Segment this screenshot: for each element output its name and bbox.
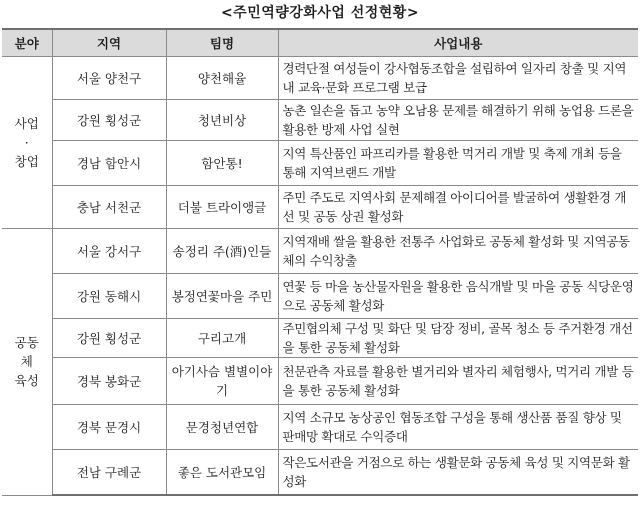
content-cell: 경력단절 여성들이 강사협동조합을 설립하여 일자리 창출 및 지역내 교육·문화 프로그램 보급 — [278, 57, 638, 100]
team-cell: 송정리 주(酒)인들 — [166, 229, 278, 274]
selection-table — [2, 28, 638, 496]
field-label: 창업 — [14, 154, 39, 169]
header-team: 팀명 — [166, 29, 278, 57]
table-row — [2, 358, 638, 405]
header-field: 분야 — [2, 29, 52, 57]
field-label: 공동 — [14, 335, 39, 351]
table-row — [2, 100, 638, 141]
table-row — [2, 405, 638, 450]
region-cell: 서울 강서구 — [52, 229, 166, 274]
team-cell: 청년비상 — [166, 100, 278, 141]
table-row — [2, 57, 638, 100]
content-cell: 지역 소규모 농상공인 협동조합 구성을 통해 생산품 품질 향상 및 판매망 확대로 수익증대 — [278, 405, 638, 450]
content-cell: 지역재배 쌀을 활용한 전통주 사업화로 공동체 활성화 및 지역공동체의 수익창출 — [278, 229, 638, 274]
region-cell: 경북 문경시 — [52, 405, 166, 450]
field-label: 체 — [20, 354, 33, 370]
header-region: 지역 — [52, 29, 166, 57]
field-cell-community — [2, 229, 52, 496]
field-label: 사업 — [14, 116, 39, 131]
content-cell: 작은도서관을 거점으로 하는 생활문화 공동체 육성 및 지역문화 활성화 — [278, 450, 638, 496]
content-cell: 주민 주도로 지역사회 문제해결 아이디어를 발굴하여 생활환경 개선 및 공동 상권 활성화 — [278, 186, 638, 229]
content-cell: 지역 특산품인 파프리카를 활용한 먹거리 개발 및 축제 개최 등을 통해 지역브랜드 개발 — [278, 141, 638, 186]
content-cell: 천문관측 자료를 활용한 별거리와 별자리 체험행사, 먹거리 개발 등을 통한 공동체 활성화 — [278, 358, 638, 405]
table-row — [2, 274, 638, 319]
field-label: · — [24, 135, 29, 150]
table-row — [2, 229, 638, 274]
field-label: 육성 — [14, 373, 39, 389]
region-cell: 강원 동해시 — [52, 274, 166, 319]
table-row — [2, 319, 638, 358]
header-content: 사업내용 — [278, 29, 638, 57]
region-cell: 경북 봉화군 — [52, 358, 166, 405]
region-cell: 강원 횡성군 — [52, 100, 166, 141]
team-cell: 봉정연꽃마을 주민 — [166, 274, 278, 319]
table-row — [2, 450, 638, 496]
content-cell: 농촌 일손을 돕고 농약 오남용 문제를 해결하기 위해 농업용 드론을 활용한 방제 사업 실현 — [278, 100, 638, 141]
team-cell: 양천해율 — [166, 57, 278, 100]
team-cell: 구리고개 — [166, 319, 278, 358]
table-row — [2, 186, 638, 229]
team-cell: 좋은 도서관모임 — [166, 450, 278, 496]
region-cell: 충남 서천군 — [52, 186, 166, 229]
team-cell: 문경청년연합 — [166, 405, 278, 450]
team-cell: 함안통! — [166, 141, 278, 186]
content-cell: 연꽃 등 마을 농산물자원을 활용한 음식개발 및 마을 공동 식당운영으로 공동체 활성화 — [278, 274, 638, 319]
team-cell: 더불 트라이앵글 — [166, 186, 278, 229]
table-row — [2, 141, 638, 186]
team-cell: 아기사슴 별별이야기 — [166, 358, 278, 405]
region-cell: 경남 함안시 — [52, 141, 166, 186]
field-cell-startup — [2, 57, 52, 229]
header-row — [2, 29, 638, 57]
content-cell: 주민협의체 구성 및 화단 및 담장 정비, 골목 청소 등 주거환경 개선을 통한 공동체 활성화 — [278, 319, 638, 358]
region-cell: 강원 횡성군 — [52, 319, 166, 358]
table-title: <주민역량강화사업 선정현황> — [220, 5, 420, 21]
region-cell: 전남 구례군 — [52, 450, 166, 496]
region-cell: 서울 양천구 — [52, 57, 166, 100]
